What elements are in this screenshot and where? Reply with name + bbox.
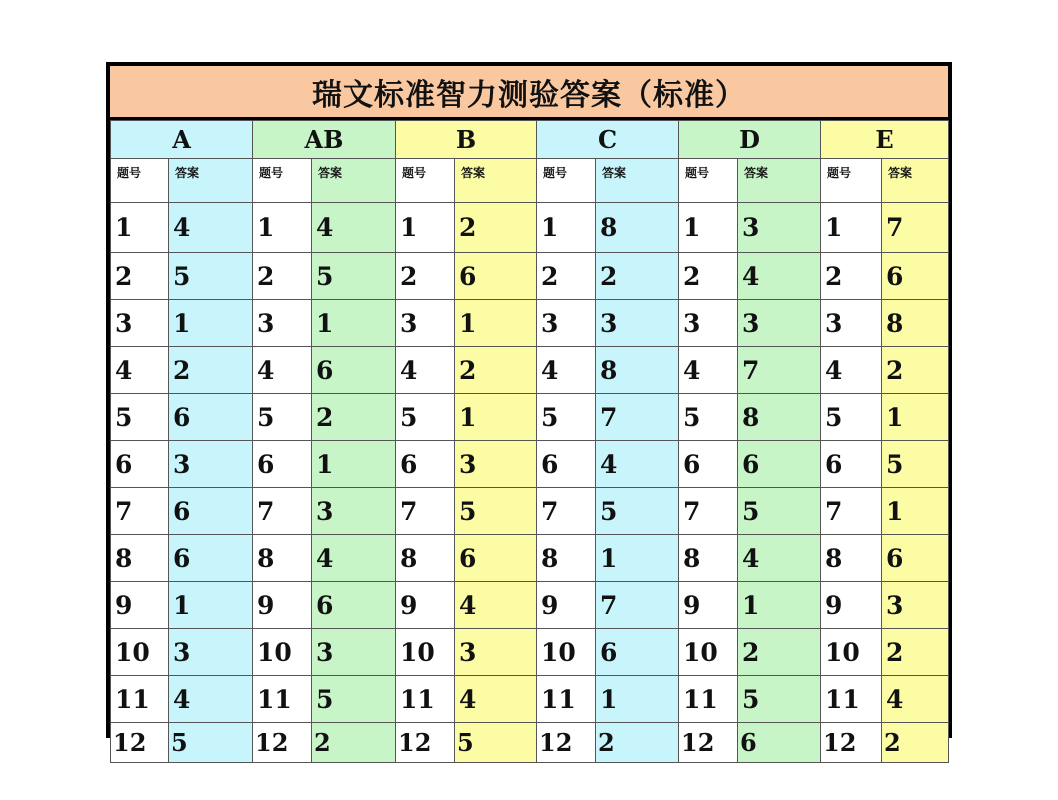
answer-cell: 1 (596, 535, 679, 582)
answer-cell: 8 (738, 394, 821, 441)
number-column-header: 题号 (396, 159, 455, 203)
set-header-e: E (821, 121, 949, 159)
question-number: 8 (821, 535, 882, 582)
table-row (111, 629, 949, 676)
question-number: 1 (396, 203, 455, 253)
question-number: 7 (679, 488, 738, 535)
set-header-b: B (396, 121, 537, 159)
question-number: 1 (253, 203, 312, 253)
question-number: 9 (821, 582, 882, 629)
question-number: 10 (396, 629, 455, 676)
answer-cell: 6 (738, 723, 821, 763)
answer-cell: 4 (455, 582, 537, 629)
question-number: 9 (679, 582, 738, 629)
answer-cell: 2 (312, 394, 396, 441)
answer-cell: 1 (882, 488, 949, 535)
question-number: 8 (253, 535, 312, 582)
answer-cell: 3 (738, 300, 821, 347)
answer-column-header: 答案 (455, 159, 537, 203)
table-row (111, 582, 949, 629)
table-row (111, 253, 949, 300)
answer-cell: 2 (596, 253, 679, 300)
question-number: 4 (253, 347, 312, 394)
table-row (111, 488, 949, 535)
answer-cell: 1 (596, 676, 679, 723)
question-number: 11 (821, 676, 882, 723)
answer-cell: 6 (169, 394, 253, 441)
column-header-row (111, 159, 949, 203)
number-column-header: 题号 (821, 159, 882, 203)
question-number: 5 (537, 394, 596, 441)
question-number: 1 (537, 203, 596, 253)
answer-column-header: 答案 (596, 159, 679, 203)
number-column-header: 题号 (537, 159, 596, 203)
answer-cell: 6 (169, 535, 253, 582)
answer-cell: 6 (312, 582, 396, 629)
table-row (111, 535, 949, 582)
question-number: 9 (396, 582, 455, 629)
question-number: 7 (537, 488, 596, 535)
number-column-header: 题号 (253, 159, 312, 203)
question-number: 6 (396, 441, 455, 488)
answer-cell: 3 (169, 629, 253, 676)
answer-cell: 6 (169, 488, 253, 535)
question-number: 5 (396, 394, 455, 441)
set-header-d: D (679, 121, 821, 159)
answer-cell: 2 (596, 723, 679, 763)
answer-cell: 4 (882, 676, 949, 723)
question-number: 11 (537, 676, 596, 723)
answer-cell: 6 (882, 535, 949, 582)
table-row (111, 203, 949, 253)
page-title: 瑞文标准智力测验答案（标准） (110, 66, 948, 120)
answer-cell: 5 (738, 488, 821, 535)
answer-cell: 3 (455, 629, 537, 676)
answer-cell: 5 (169, 723, 253, 763)
question-number: 7 (253, 488, 312, 535)
set-header-row (111, 121, 949, 159)
answer-cell: 4 (169, 203, 253, 253)
answer-cell: 6 (882, 253, 949, 300)
question-number: 10 (111, 629, 169, 676)
table-row (111, 676, 949, 723)
question-number: 12 (111, 723, 169, 763)
answer-cell: 1 (738, 582, 821, 629)
answer-cell: 2 (882, 629, 949, 676)
answer-cell: 4 (596, 441, 679, 488)
answer-cell: 2 (455, 347, 537, 394)
question-number: 7 (111, 488, 169, 535)
question-number: 6 (253, 441, 312, 488)
answer-cell: 5 (596, 488, 679, 535)
question-number: 1 (111, 203, 169, 253)
question-number: 9 (537, 582, 596, 629)
question-number: 5 (253, 394, 312, 441)
answer-cell: 1 (455, 394, 537, 441)
question-number: 10 (537, 629, 596, 676)
question-number: 8 (111, 535, 169, 582)
question-number: 6 (111, 441, 169, 488)
answer-cell: 6 (455, 535, 537, 582)
question-number: 11 (396, 676, 455, 723)
question-number: 9 (253, 582, 312, 629)
answer-table (110, 120, 949, 763)
question-number: 10 (679, 629, 738, 676)
question-number: 1 (679, 203, 738, 253)
question-number: 12 (537, 723, 596, 763)
question-number: 2 (111, 253, 169, 300)
question-number: 9 (111, 582, 169, 629)
answer-cell: 5 (312, 676, 396, 723)
answer-cell: 6 (738, 441, 821, 488)
question-number: 2 (253, 253, 312, 300)
question-number: 5 (679, 394, 738, 441)
answer-cell: 5 (882, 441, 949, 488)
question-number: 2 (821, 253, 882, 300)
question-number: 5 (111, 394, 169, 441)
number-column-header: 题号 (111, 159, 169, 203)
question-number: 11 (253, 676, 312, 723)
set-header-c: C (537, 121, 679, 159)
question-number: 4 (821, 347, 882, 394)
answer-cell: 5 (455, 488, 537, 535)
answer-cell: 1 (169, 582, 253, 629)
question-number: 8 (537, 535, 596, 582)
question-number: 3 (253, 300, 312, 347)
answer-cell: 4 (312, 203, 396, 253)
number-column-header: 题号 (679, 159, 738, 203)
question-number: 4 (679, 347, 738, 394)
answer-cell: 7 (596, 394, 679, 441)
question-number: 12 (396, 723, 455, 763)
question-number: 5 (821, 394, 882, 441)
question-number: 3 (396, 300, 455, 347)
answer-cell: 2 (169, 347, 253, 394)
table-row (111, 723, 949, 763)
question-number: 3 (537, 300, 596, 347)
table-row (111, 300, 949, 347)
answer-cell: 3 (882, 582, 949, 629)
question-number: 3 (821, 300, 882, 347)
question-number: 11 (679, 676, 738, 723)
answer-column-header: 答案 (312, 159, 396, 203)
answer-cell: 8 (596, 347, 679, 394)
question-number: 10 (253, 629, 312, 676)
question-number: 2 (396, 253, 455, 300)
answer-cell: 5 (738, 676, 821, 723)
answer-cell: 5 (169, 253, 253, 300)
question-number: 3 (679, 300, 738, 347)
answer-cell: 7 (882, 203, 949, 253)
question-number: 4 (111, 347, 169, 394)
question-number: 4 (537, 347, 596, 394)
set-header-a: A (111, 121, 253, 159)
table-row (111, 441, 949, 488)
question-number: 7 (821, 488, 882, 535)
table-row (111, 347, 949, 394)
answer-cell: 2 (455, 203, 537, 253)
question-number: 12 (679, 723, 738, 763)
answer-cell: 7 (596, 582, 679, 629)
answer-cell: 1 (312, 441, 396, 488)
answer-cell: 3 (738, 203, 821, 253)
answer-column-header: 答案 (738, 159, 821, 203)
answer-cell: 6 (312, 347, 396, 394)
answer-cell: 4 (738, 253, 821, 300)
answer-cell: 7 (738, 347, 821, 394)
answer-cell: 8 (882, 300, 949, 347)
question-number: 6 (821, 441, 882, 488)
answer-cell: 3 (312, 629, 396, 676)
answer-cell: 4 (455, 676, 537, 723)
answer-cell: 3 (596, 300, 679, 347)
answer-cell: 1 (312, 300, 396, 347)
answer-sheet (106, 62, 952, 757)
question-number: 6 (679, 441, 738, 488)
answer-cell: 2 (882, 723, 949, 763)
answer-cell: 5 (312, 253, 396, 300)
question-number: 12 (821, 723, 882, 763)
table-row (111, 394, 949, 441)
question-number: 10 (821, 629, 882, 676)
question-number: 6 (537, 441, 596, 488)
answer-cell: 1 (455, 300, 537, 347)
answer-cell: 1 (169, 300, 253, 347)
answer-cell: 4 (738, 535, 821, 582)
answer-cell: 3 (169, 441, 253, 488)
answer-cell: 3 (312, 488, 396, 535)
answer-column-header: 答案 (882, 159, 949, 203)
question-number: 1 (821, 203, 882, 253)
answer-cell: 2 (738, 629, 821, 676)
question-number: 7 (396, 488, 455, 535)
answer-cell: 5 (455, 723, 537, 763)
answer-cell: 2 (312, 723, 396, 763)
question-number: 3 (111, 300, 169, 347)
answer-cell: 2 (882, 347, 949, 394)
question-number: 8 (679, 535, 738, 582)
question-number: 2 (537, 253, 596, 300)
question-number: 12 (253, 723, 312, 763)
answer-cell: 1 (882, 394, 949, 441)
answer-cell: 4 (312, 535, 396, 582)
question-number: 2 (679, 253, 738, 300)
answer-cell: 4 (169, 676, 253, 723)
question-number: 8 (396, 535, 455, 582)
answer-column-header: 答案 (169, 159, 253, 203)
answer-cell: 6 (596, 629, 679, 676)
set-header-ab: AB (253, 121, 396, 159)
answer-cell: 6 (455, 253, 537, 300)
answer-cell: 3 (455, 441, 537, 488)
question-number: 4 (396, 347, 455, 394)
question-number: 11 (111, 676, 169, 723)
answer-cell: 8 (596, 203, 679, 253)
